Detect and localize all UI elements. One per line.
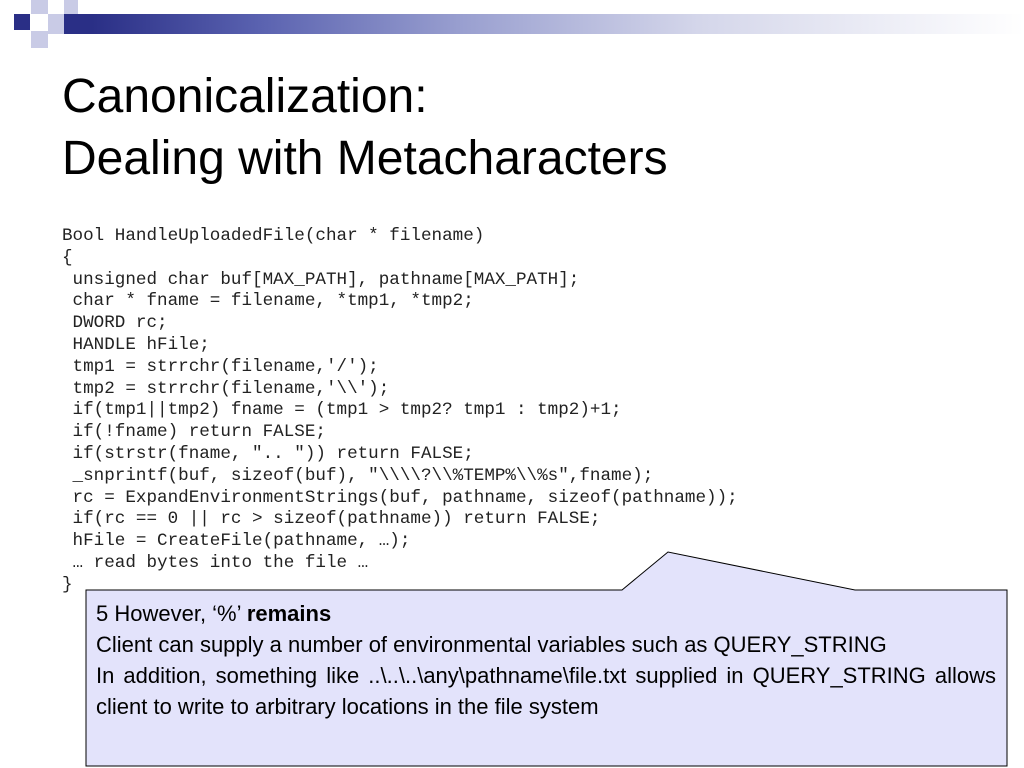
code-line: if(strstr(fname, ".. ")) return FALSE; (62, 443, 474, 464)
code-line: tmp1 = strrchr(filename,'/'); (62, 356, 379, 377)
callout-heading-prefix: 5 However, ‘%’ (96, 601, 247, 626)
code-line: hFile = CreateFile(pathname, …); (62, 531, 411, 552)
code-line: Bool HandleUploadedFile(char * filename) (62, 226, 485, 246)
code-line: if(rc == 0 || rc > sizeof(pathname)) return FALSE; (62, 509, 601, 530)
callout-heading (96, 598, 996, 629)
code-line: if(tmp1||tmp2) fname = (tmp1 > tmp2? tmp1 : tmp2)+1; (62, 400, 622, 421)
code-line: } (62, 574, 73, 595)
code-line: … read bytes into the file … (62, 552, 369, 573)
callout-box (86, 590, 1007, 766)
code-line: tmp2 = strrchr(filename,'\\'); (62, 378, 390, 399)
callout-paragraph-1: Client can supply a number of environmental variables such as QUERY_STRING (96, 632, 887, 657)
code-line: _snprintf(buf, sizeof(buf), "\\\\?\\%TEMP%\\%s",fname); (62, 465, 654, 486)
code-line: DWORD rc; (62, 313, 168, 334)
code-line: unsigned char buf[MAX_PATH], pathname[MAX_PATH]; (62, 269, 580, 290)
slide-title-line-1: Canonicalization: (62, 70, 428, 123)
code-line: rc = ExpandEnvironmentStrings(buf, pathname, sizeof(pathname)); (62, 487, 738, 508)
code-line: char * fname = filename, *tmp1, *tmp2; (62, 291, 474, 312)
code-line: HANDLE hFile; (62, 334, 210, 355)
callout-paragraph-2: In addition, something like ..\..\..\any\pathname\file.txt supplied in QUERY_STRING allows client to write to arbitrary locations in the file system (96, 663, 996, 719)
code-line: if(!fname) return FALSE; (62, 422, 326, 443)
code-line: { (62, 247, 73, 268)
callout-heading-bold: remains (246, 601, 332, 626)
slide-title-line-2: Dealing with Metacharacters (62, 132, 668, 185)
